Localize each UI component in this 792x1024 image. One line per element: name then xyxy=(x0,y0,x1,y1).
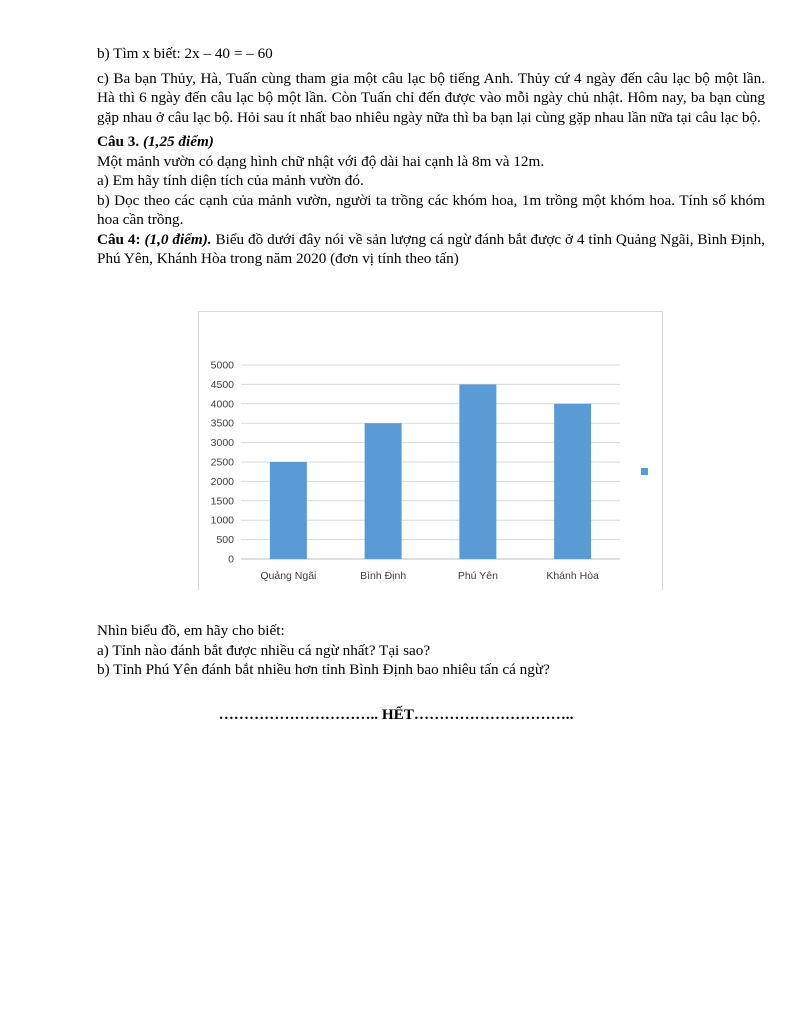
y-tick-label: 2000 xyxy=(210,475,234,488)
y-tick-label: 5000 xyxy=(210,359,234,372)
y-tick-label: 1500 xyxy=(210,495,234,508)
q4-intro: Biểu đồ dưới đây nói về sản lượng cá ngừ đánh bắt được ở 4 tỉnh Quảng Ngãi, Bình Định, Phú Yên, Khánh Hòa trong năm 2020 (đơn vị tính theo tấn) xyxy=(97,230,766,267)
bar xyxy=(459,384,496,559)
q3-part-b: b) Dọc theo các cạnh của mảnh vườn, người ta trồng các khóm hoa, 1m trồng một khóm hoa. Tính số khóm hoa cần trồng. xyxy=(97,191,765,228)
q4-prompt: Nhìn biểu đồ, em hãy cho biết: xyxy=(97,622,285,639)
q3-intro: Một mảnh vườn có dạng hình chữ nhật với độ dài hai cạnh là 8m và 12m. xyxy=(97,152,545,170)
q2-part-b: b) Tìm x biết: 2x – 40 = – 60 xyxy=(97,45,273,62)
q3-points: (1,25 điểm) xyxy=(143,133,214,150)
y-tick-label: 4000 xyxy=(210,398,234,411)
y-tick-label: 500 xyxy=(216,534,234,547)
end-marker: ………………………….. HẾT………………………….. xyxy=(218,706,574,723)
x-category-label: Quảng Ngãi xyxy=(260,570,317,582)
bar xyxy=(365,423,402,559)
q3-heading: Câu 3. xyxy=(97,133,140,150)
y-tick-label: 0 xyxy=(228,553,234,566)
q4-title xyxy=(97,230,765,269)
x-category-label: Khánh Hòa xyxy=(546,570,599,582)
legend-marker xyxy=(641,468,648,475)
bar-chart-svg xyxy=(199,312,664,591)
bar xyxy=(554,404,591,559)
y-tick-label: 3500 xyxy=(210,417,234,430)
q2-part-c: c) Ba bạn Thủy, Hà, Tuấn cùng tham gia một câu lạc bộ tiếng Anh. Thủy cứ 4 ngày đến câu lạc bộ một lần. Hà thì 6 ngày đến câu lạc bộ một lần. Còn Tuấn chỉ đến được vào mỗi ngày chủ nhật. Hôm nay, ba bạn cùng gặp nhau ở câu lạc bộ. Hỏi sau ít nhất bao nhiêu ngày nữa thì ba bạn lại cùng gặp nhau lần nữa tại câu lạc bộ. xyxy=(97,69,765,126)
q4-part-b: b) Tỉnh Phú Yên đánh bắt nhiều hơn tỉnh Bình Định bao nhiêu tấn cá ngừ? xyxy=(97,661,550,678)
q4-points: (1,0 điểm). xyxy=(144,230,212,248)
y-tick-label: 3000 xyxy=(210,437,234,450)
bar xyxy=(270,462,307,559)
tuna-catch-chart xyxy=(198,311,663,590)
q4-questions xyxy=(97,621,765,680)
x-category-label: Bình Định xyxy=(360,570,407,582)
q3-title xyxy=(97,132,765,152)
y-tick-label: 1000 xyxy=(210,514,234,527)
y-tick-label: 4500 xyxy=(210,378,234,391)
y-tick-label: 2500 xyxy=(210,456,234,469)
exam-content xyxy=(97,44,765,269)
x-category-label: Phú Yên xyxy=(457,570,498,582)
q4-heading: Câu 4: xyxy=(97,230,141,248)
q3-part-a: a) Em hãy tính diện tích của mảnh vườn đó. xyxy=(97,172,364,189)
q4-part-a: a) Tỉnh nào đánh bắt được nhiều cá ngừ nhất? Tại sao? xyxy=(97,641,431,659)
